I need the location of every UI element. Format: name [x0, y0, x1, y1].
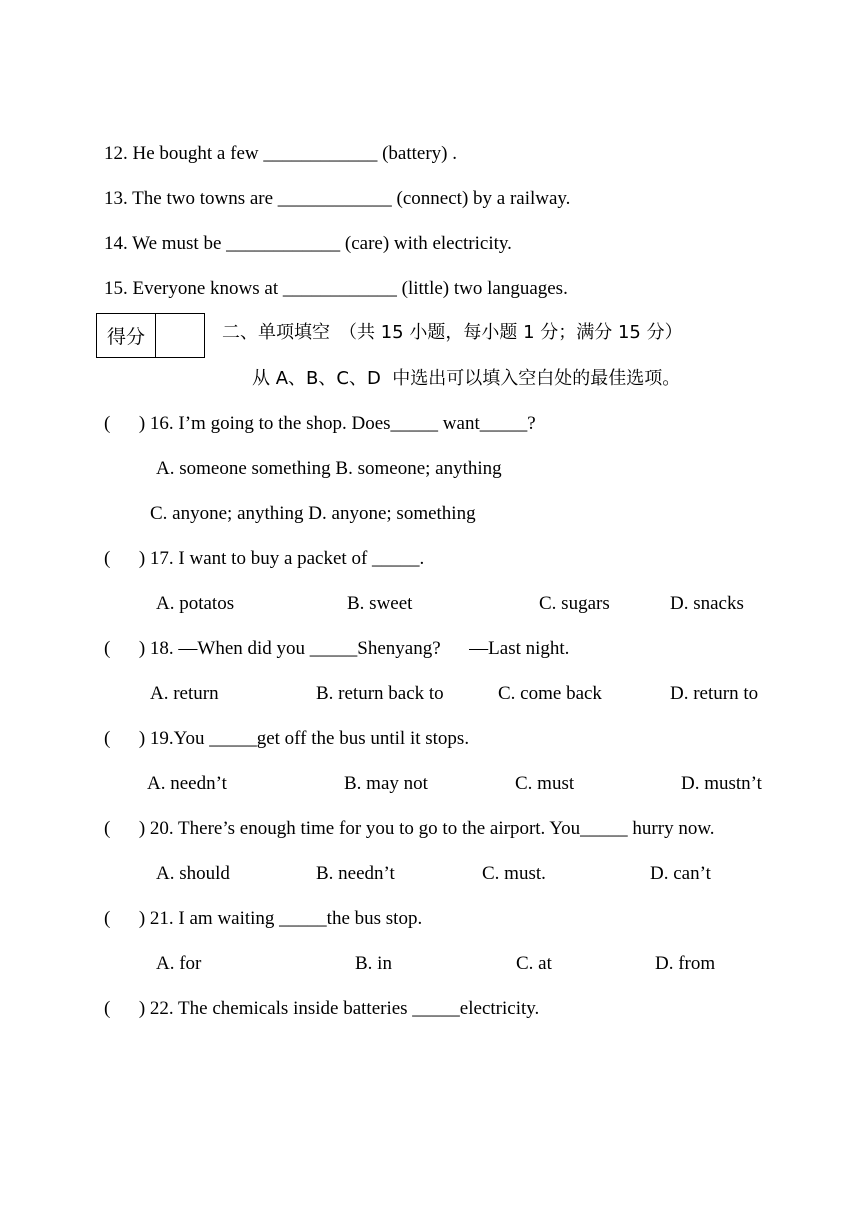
question-16-stem: ( ) 16. I’m going to the shop. Does_____ want_____?: [104, 413, 536, 434]
section-title: 二、单项填空 （共 15 小题，每小题 1 分；满分 15 分）: [222, 322, 683, 343]
question-15: 15. Everyone knows at ____________ (little) two languages.: [104, 278, 568, 299]
question-17-option-a: A. potatos: [156, 593, 235, 614]
question-19-option-a: A. needn’t: [147, 773, 227, 794]
question-18-option-c: C. come back: [498, 683, 602, 704]
question-12: 12. He bought a few ____________ (battery) .: [104, 143, 458, 164]
question-20-stem: ( ) 20. There’s enough time for you to go to the airport. You_____ hurry now.: [104, 818, 715, 839]
question-17-option-c: C. sugars: [539, 593, 610, 614]
question-18-option-b: B. return back to: [316, 683, 444, 704]
question-18-option-d: D. return to: [670, 683, 759, 704]
question-18-stem: ( ) 18. —When did you _____Shenyang? —Last night.: [104, 638, 570, 659]
question-21-stem: ( ) 21. I am waiting _____the bus stop.: [104, 908, 423, 929]
question-19-option-b: B. may not: [344, 773, 428, 794]
question-16-options-line-2: C. anyone; anything D. anyone; something: [150, 503, 476, 524]
question-20-option-b: B. needn’t: [316, 863, 395, 884]
question-19-option-c: C. must: [515, 773, 575, 794]
score-box: [96, 313, 205, 358]
score-label: 得分: [97, 314, 156, 357]
question-16-options-line-1: A. someone something B. someone; anything: [156, 458, 502, 479]
question-21-option-b: B. in: [355, 953, 392, 974]
score-value-cell[interactable]: [156, 314, 204, 357]
question-22-stem: ( ) 22. The chemicals inside batteries _____electricity.: [104, 998, 540, 1019]
question-20-option-c: C. must.: [482, 863, 546, 884]
question-17-option-d: D. snacks: [670, 593, 744, 614]
question-21-option-a: A. for: [156, 953, 202, 974]
question-14: 14. We must be ____________ (care) with electricity.: [104, 233, 512, 254]
question-17-stem: ( ) 17. I want to buy a packet of _____.: [104, 548, 425, 569]
question-18-option-a: A. return: [150, 683, 219, 704]
question-17-option-b: B. sweet: [347, 593, 413, 614]
section-instruction: 从 A、B、C、D 中选出可以填入空白处的最佳选项。: [252, 368, 681, 389]
question-13: 13. The two towns are ____________ (connect) by a railway.: [104, 188, 571, 209]
question-19-stem: ( ) 19.You _____get off the bus until it stops.: [104, 728, 470, 749]
question-21-option-c: C. at: [516, 953, 552, 974]
question-21-option-d: D. from: [655, 953, 716, 974]
question-20-option-d: D. can’t: [650, 863, 711, 884]
question-19-option-d: D. mustn’t: [681, 773, 762, 794]
question-20-option-a: A. should: [156, 863, 230, 884]
